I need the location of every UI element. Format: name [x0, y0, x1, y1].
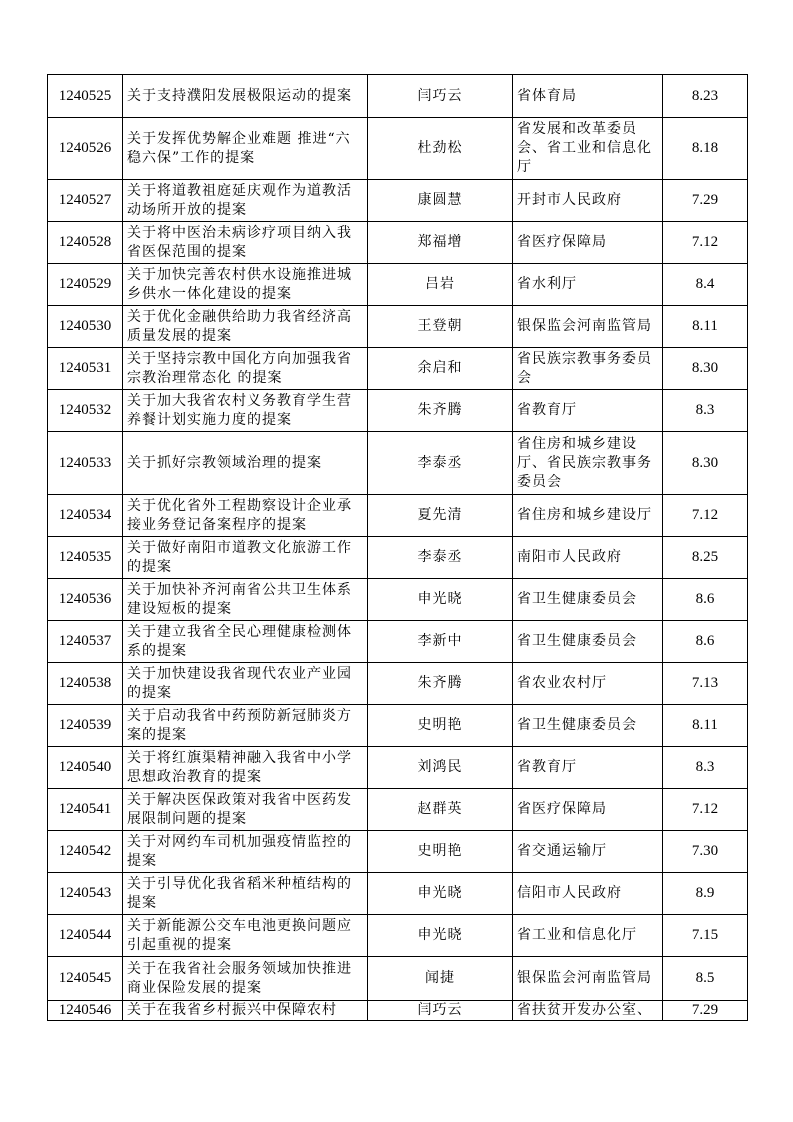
- proposal-title-cell: 关于发挥优势解企业难题 推进“六稳六保”工作的提案: [123, 118, 368, 180]
- table-row: [48, 579, 748, 621]
- handling-unit-cell: 省发展和改革委员会、省工业和信息化厅: [513, 118, 663, 180]
- proposal-code-cell: 1240529: [48, 264, 123, 306]
- handling-unit-cell: 省卫生健康委员会: [513, 705, 663, 747]
- proposer-cell: 申光晓: [368, 579, 513, 621]
- proposal-code-cell: 1240545: [48, 957, 123, 1001]
- proposal-code-cell: 1240539: [48, 705, 123, 747]
- proposer-cell: 申光晓: [368, 873, 513, 915]
- proposal-code-cell: 1240536: [48, 579, 123, 621]
- proposal-title-cell: 关于新能源公交车电池更换问题应引起重视的提案: [123, 915, 368, 957]
- proposer-cell: 闻捷: [368, 957, 513, 1001]
- handling-unit-cell: 省工业和信息化厅: [513, 915, 663, 957]
- date-cell: 7.12: [663, 789, 748, 831]
- proposal-code-cell: 1240546: [48, 1001, 123, 1021]
- handling-unit-cell: 省教育厅: [513, 747, 663, 789]
- table-row: [48, 222, 748, 264]
- date-cell: 8.5: [663, 957, 748, 1001]
- date-cell: 8.23: [663, 75, 748, 118]
- handling-unit-cell: 省卫生健康委员会: [513, 621, 663, 663]
- table-row: [48, 75, 748, 118]
- handling-unit-cell: 银保监会河南监管局: [513, 306, 663, 348]
- table-row: [48, 957, 748, 1001]
- date-cell: 7.13: [663, 663, 748, 705]
- table-row: [48, 264, 748, 306]
- proposal-code-cell: 1240527: [48, 180, 123, 222]
- handling-unit-cell: 省体育局: [513, 75, 663, 118]
- handling-unit-cell: 省教育厅: [513, 390, 663, 432]
- table-row: [48, 831, 748, 873]
- proposal-title-cell: 关于加快补齐河南省公共卫生体系建设短板的提案: [123, 579, 368, 621]
- table-row: [48, 390, 748, 432]
- proposal-title-cell: 关于做好南阳市道教文化旅游工作的提案: [123, 537, 368, 579]
- table-row: [48, 789, 748, 831]
- proposal-code-cell: 1240528: [48, 222, 123, 264]
- proposer-cell: 王登朝: [368, 306, 513, 348]
- proposer-cell: 朱齐腾: [368, 663, 513, 705]
- proposer-cell: 闫巧云: [368, 1001, 513, 1021]
- proposal-code-cell: 1240540: [48, 747, 123, 789]
- date-cell: 8.3: [663, 747, 748, 789]
- proposal-code-cell: 1240530: [48, 306, 123, 348]
- proposal-title-cell: 关于对网约车司机加强疫情监控的提案: [123, 831, 368, 873]
- date-cell: 8.18: [663, 118, 748, 180]
- proposal-code-cell: 1240531: [48, 348, 123, 390]
- table-row: [48, 495, 748, 537]
- handling-unit-cell: 南阳市人民政府: [513, 537, 663, 579]
- proposer-cell: 杜劲松: [368, 118, 513, 180]
- handling-unit-cell: 省民族宗教事务委员会: [513, 348, 663, 390]
- handling-unit-cell: 省农业农村厅: [513, 663, 663, 705]
- proposal-title-cell: 关于将中医治未病诊疗项目纳入我省医保范围的提案: [123, 222, 368, 264]
- proposal-code-cell: 1240542: [48, 831, 123, 873]
- proposer-cell: 康圆慧: [368, 180, 513, 222]
- proposal-title-cell: 关于解决医保政策对我省中医药发展限制问题的提案: [123, 789, 368, 831]
- date-cell: 8.30: [663, 348, 748, 390]
- proposal-title-cell: 关于在我省乡村振兴中保障农村: [123, 1001, 368, 1021]
- proposal-code-cell: 1240532: [48, 390, 123, 432]
- date-cell: 8.11: [663, 705, 748, 747]
- proposal-title-cell: 关于启动我省中药预防新冠肺炎方案的提案: [123, 705, 368, 747]
- proposal-code-cell: 1240538: [48, 663, 123, 705]
- proposal-title-cell: 关于将道教祖庭延庆观作为道教活动场所开放的提案: [123, 180, 368, 222]
- handling-unit-cell: 省扶贫开发办公室、: [513, 1001, 663, 1021]
- proposal-code-cell: 1240534: [48, 495, 123, 537]
- proposal-title-cell: 关于坚持宗教中国化方向加强我省宗教治理常态化 的提案: [123, 348, 368, 390]
- proposal-title-cell: 关于加快建设我省现代农业产业园的提案: [123, 663, 368, 705]
- proposal-title-cell: 关于加快完善农村供水设施推进城乡供水一体化建设的提案: [123, 264, 368, 306]
- date-cell: 7.12: [663, 222, 748, 264]
- handling-unit-cell: 开封市人民政府: [513, 180, 663, 222]
- proposer-cell: 李泰丞: [368, 537, 513, 579]
- proposer-cell: 郑福增: [368, 222, 513, 264]
- handling-unit-cell: 省交通运输厅: [513, 831, 663, 873]
- date-cell: 8.3: [663, 390, 748, 432]
- proposal-code-cell: 1240525: [48, 75, 123, 118]
- handling-unit-cell: 信阳市人民政府: [513, 873, 663, 915]
- handling-unit-cell: 省水利厅: [513, 264, 663, 306]
- proposer-cell: 史明艳: [368, 831, 513, 873]
- handling-unit-cell: 省住房和城乡建设厅: [513, 495, 663, 537]
- date-cell: 7.29: [663, 1001, 748, 1021]
- table-row: [48, 348, 748, 390]
- proposal-title-cell: 关于在我省社会服务领域加快推进商业保险发展的提案: [123, 957, 368, 1001]
- date-cell: 7.12: [663, 495, 748, 537]
- table-row: [48, 663, 748, 705]
- date-cell: 8.11: [663, 306, 748, 348]
- table-row: [48, 432, 748, 495]
- table-row: [48, 873, 748, 915]
- table-row: [48, 180, 748, 222]
- proposal-title-cell: 关于抓好宗教领域治理的提案: [123, 432, 368, 495]
- proposal-table-page: [47, 74, 747, 1021]
- proposer-cell: 李泰丞: [368, 432, 513, 495]
- proposal-code-cell: 1240543: [48, 873, 123, 915]
- handling-unit-cell: 省医疗保障局: [513, 789, 663, 831]
- proposer-cell: 刘鸿民: [368, 747, 513, 789]
- handling-unit-cell: 银保监会河南监管局: [513, 957, 663, 1001]
- proposal-code-cell: 1240535: [48, 537, 123, 579]
- handling-unit-cell: 省医疗保障局: [513, 222, 663, 264]
- table-row: [48, 915, 748, 957]
- proposer-cell: 李新中: [368, 621, 513, 663]
- proposer-cell: 史明艳: [368, 705, 513, 747]
- proposal-code-cell: 1240544: [48, 915, 123, 957]
- date-cell: 8.6: [663, 621, 748, 663]
- table-row: [48, 537, 748, 579]
- date-cell: 8.4: [663, 264, 748, 306]
- proposal-code-cell: 1240541: [48, 789, 123, 831]
- proposal-table-body: [48, 75, 748, 1021]
- handling-unit-cell: 省卫生健康委员会: [513, 579, 663, 621]
- proposer-cell: 夏先清: [368, 495, 513, 537]
- proposal-code-cell: 1240526: [48, 118, 123, 180]
- proposal-title-cell: 关于将红旗渠精神融入我省中小学思想政治教育的提案: [123, 747, 368, 789]
- table-row: [48, 747, 748, 789]
- proposer-cell: 朱齐腾: [368, 390, 513, 432]
- date-cell: 7.29: [663, 180, 748, 222]
- handling-unit-cell: 省住房和城乡建设厅、省民族宗教事务委员会: [513, 432, 663, 495]
- table-row: [48, 621, 748, 663]
- table-row: [48, 705, 748, 747]
- proposer-cell: 余启和: [368, 348, 513, 390]
- table-row: [48, 118, 748, 180]
- proposal-code-cell: 1240537: [48, 621, 123, 663]
- date-cell: 7.30: [663, 831, 748, 873]
- date-cell: 8.9: [663, 873, 748, 915]
- proposer-cell: 赵群英: [368, 789, 513, 831]
- proposer-cell: 申光晓: [368, 915, 513, 957]
- proposer-cell: 吕岩: [368, 264, 513, 306]
- proposal-title-cell: 关于优化省外工程勘察设计企业承接业务登记备案程序的提案: [123, 495, 368, 537]
- date-cell: 8.30: [663, 432, 748, 495]
- proposal-title-cell: 关于建立我省全民心理健康检测体系的提案: [123, 621, 368, 663]
- table-row: [48, 306, 748, 348]
- table-row: [48, 1001, 748, 1021]
- proposal-title-cell: 关于优化金融供给助力我省经济高质量发展的提案: [123, 306, 368, 348]
- proposal-title-cell: 关于加大我省农村义务教育学生营养餐计划实施力度的提案: [123, 390, 368, 432]
- date-cell: 8.6: [663, 579, 748, 621]
- proposal-title-cell: 关于支持濮阳发展极限运动的提案: [123, 75, 368, 118]
- proposer-cell: 闫巧云: [368, 75, 513, 118]
- proposal-table: [47, 74, 748, 1021]
- date-cell: 8.25: [663, 537, 748, 579]
- proposal-code-cell: 1240533: [48, 432, 123, 495]
- date-cell: 7.15: [663, 915, 748, 957]
- proposal-title-cell: 关于引导优化我省稻米种植结构的提案: [123, 873, 368, 915]
